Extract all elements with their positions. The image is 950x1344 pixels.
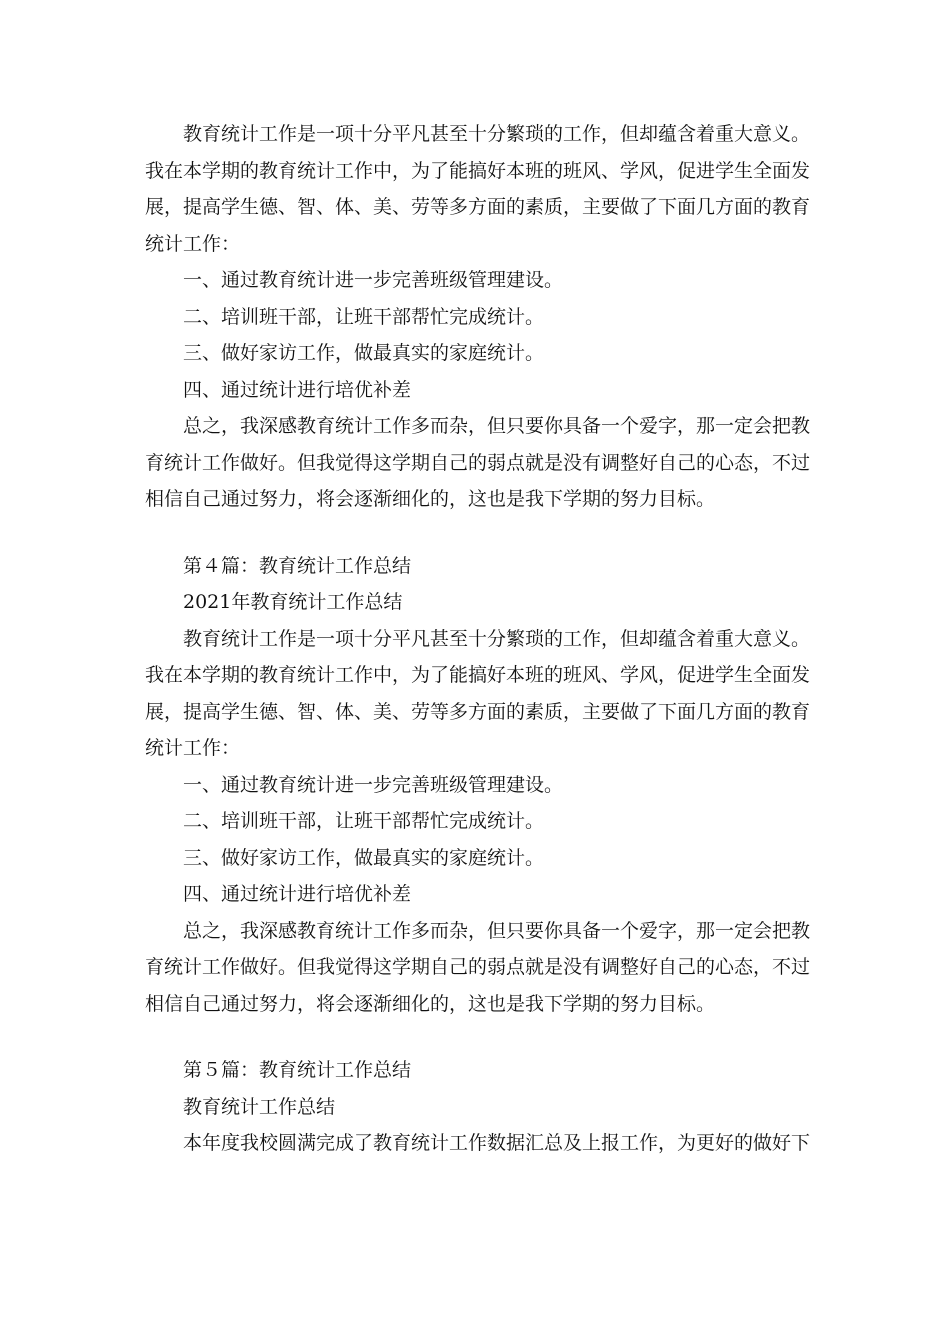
- section-subtitle: 2021年教育统计工作总结: [183, 591, 403, 613]
- list-item: 一、通过教育统计进一步完善班级管理建设。: [183, 269, 564, 291]
- list-item: 二、培训班干部，让班干部帮忙完成统计。: [183, 810, 545, 832]
- paragraph: 教育统计工作是一项十分平凡甚至十分繁琐的工作，但却蕴含着重大意义。我在本学期的教育统计工作中，为了能搞好本班的班风、学风，促进学生全面发展，提高学生德、智、体、美、劳等多方面的素质，主要做了下面几方面的教育统计工作：: [145, 123, 811, 255]
- paragraph: 总之，我深感教育统计工作多而杂，但只要你具备一个爱字，那一定会把教育统计工作做好。但我觉得这学期自己的弱点就是没有调整好自己的心态，不过相信自己通过努力，将会逐渐细化的，这也是我下学期的努力目标。: [145, 415, 811, 510]
- section-3: [145, 1052, 810, 1162]
- section-2: [145, 548, 810, 1023]
- list-item: 二、培训班干部，让班干部帮忙完成统计。: [183, 305, 545, 328]
- list-item: 三、做好家访工作，做最真实的家庭统计。: [183, 846, 545, 869]
- list-item: 四、通过统计进行培优补差: [183, 378, 412, 401]
- section-1: [145, 116, 810, 518]
- paragraph: 教育统计工作是一项十分平凡甚至十分繁琐的工作，但却蕴含着重大意义。我在本学期的教育统计工作中，为了能搞好本班的班风、学风，促进学生全面发展，提高学生德、智、体、美、劳等多方面的素质，主要做了下面几方面的教育统计工作：: [145, 627, 811, 759]
- list-item: 四、通过统计进行培优补差: [183, 883, 412, 905]
- document-page: [145, 116, 810, 1162]
- section-heading: 第５篇：教育统计工作总结: [183, 1059, 412, 1081]
- section-heading: 第４篇：教育统计工作总结: [183, 554, 412, 577]
- list-item: 三、做好家访工作，做最真实的家庭统计。: [183, 342, 545, 364]
- section-subtitle: 教育统计工作总结: [183, 1095, 336, 1118]
- section-gap: [145, 1022, 810, 1052]
- section-gap: [145, 518, 810, 548]
- paragraph: 本年度我校圆满完成了教育统计工作数据汇总及上报工作，为更好的做好下: [183, 1132, 811, 1154]
- list-item: 一、通过教育统计进一步完善班级管理建设。: [183, 773, 564, 796]
- paragraph: 总之，我深感教育统计工作多而杂，但只要你具备一个爱字，那一定会把教育统计工作做好。但我觉得这学期自己的弱点就是没有调整好自己的心态，不过相信自己通过努力，将会逐渐细化的，这也是我下学期的努力目标。: [145, 919, 811, 1015]
